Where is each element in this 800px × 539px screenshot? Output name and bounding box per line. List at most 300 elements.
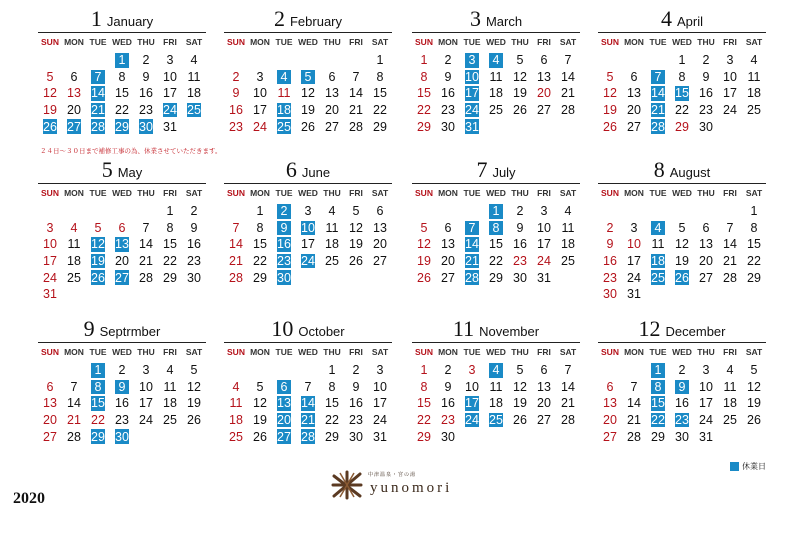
day-cell: 9 [190, 220, 198, 235]
empty-cell [38, 52, 62, 69]
weekday-header [38, 344, 206, 361]
closed-day: 25 [651, 270, 665, 285]
weekday-label: SAT [371, 188, 389, 198]
month-february [224, 8, 392, 135]
day-cell: 5 [94, 220, 102, 235]
day-cell: 26 [187, 413, 201, 428]
day-cell: 12 [603, 86, 617, 101]
day-cell: 25 [163, 413, 177, 428]
day-cell: 21 [229, 254, 243, 269]
weekday-label: FRI [163, 347, 177, 357]
day-cell: 24 [139, 413, 153, 428]
closed-day: 3 [465, 53, 479, 68]
month-number: 10 [271, 316, 294, 341]
closed-day: 4 [651, 221, 665, 236]
weekday-label: MON [64, 347, 84, 357]
weekday-label: WED [672, 347, 692, 357]
empty-cell [110, 203, 134, 220]
day-cell: 10 [253, 86, 267, 101]
closed-day: 26 [675, 270, 689, 285]
weekday-header [224, 344, 392, 361]
day-cell: 23 [229, 119, 243, 134]
day-cell: 14 [229, 237, 243, 252]
empty-cell [134, 203, 158, 220]
day-cell: 6 [606, 379, 614, 394]
weekday-label: MON [624, 347, 644, 357]
day-cell: 23 [441, 103, 455, 118]
month-name: November [479, 324, 540, 339]
day-cell: 19 [43, 103, 57, 118]
day-grid [38, 52, 206, 135]
day-cell: 2 [678, 363, 686, 378]
day-cell: 2 [516, 204, 524, 219]
closed-day: 20 [277, 413, 291, 428]
closed-day: 28 [465, 270, 479, 285]
day-cell: 29 [651, 429, 665, 444]
day-cell: 22 [373, 103, 387, 118]
day-cell: 13 [325, 86, 339, 101]
empty-cell [62, 52, 86, 69]
day-cell: 3 [726, 53, 734, 68]
day-cell: 19 [747, 396, 761, 411]
weekday-label: MON [64, 37, 84, 47]
day-cell: 16 [603, 254, 617, 269]
closed-day: 23 [277, 254, 291, 269]
day-cell: 12 [349, 220, 363, 235]
weekday-label: MON [438, 188, 458, 198]
weekday-header [38, 185, 206, 202]
day-cell: 10 [723, 69, 737, 84]
day-cell: 13 [627, 86, 641, 101]
day-cell: 6 [70, 69, 78, 84]
weekday-label: FRI [349, 188, 363, 198]
day-cell: 3 [540, 204, 548, 219]
day-cell: 13 [67, 86, 81, 101]
day-cell: 15 [253, 237, 267, 252]
month-name: August [669, 165, 711, 180]
closed-day: 19 [91, 254, 105, 269]
month-number: 5 [101, 157, 113, 182]
day-cell: 22 [675, 103, 689, 118]
day-cell: 27 [325, 119, 339, 134]
closed-day: 27 [115, 270, 129, 285]
closed-day: 29 [91, 429, 105, 444]
day-cell: 6 [702, 220, 710, 235]
day-cell: 24 [373, 413, 387, 428]
month-header [598, 159, 766, 184]
closed-day: 16 [277, 237, 291, 252]
day-cell: 14 [139, 237, 153, 252]
weekday-label: THU [511, 347, 529, 357]
day-cell: 2 [232, 69, 240, 84]
month-name: May [117, 165, 143, 180]
empty-cell [460, 203, 484, 220]
weekday-label: FRI [537, 37, 551, 47]
weekday-label: SAT [371, 37, 389, 47]
logo-subtitle: 中津温泉・宮の湯 [368, 472, 417, 478]
day-cell: 23 [513, 254, 527, 269]
weekday-label: FRI [723, 37, 737, 47]
day-cell: 12 [513, 69, 527, 84]
closed-day: 21 [465, 254, 479, 269]
weekday-label: TUE [463, 347, 481, 357]
month-name: December [665, 324, 726, 339]
day-cell: 3 [702, 363, 710, 378]
weekday-label: THU [511, 37, 529, 47]
closed-day: 26 [91, 270, 105, 285]
day-cell: 7 [726, 220, 734, 235]
weekday-label: SAT [745, 37, 763, 47]
day-cell: 29 [417, 429, 431, 444]
day-cell: 21 [723, 254, 737, 269]
month-header [412, 159, 580, 184]
day-cell: 8 [118, 69, 126, 84]
empty-cell [38, 203, 62, 220]
day-cell: 28 [139, 270, 153, 285]
year-label: 2020 [13, 490, 45, 507]
day-cell: 14 [561, 69, 575, 84]
closed-day: 24 [465, 103, 479, 118]
day-grid [224, 52, 392, 135]
day-cell: 10 [43, 237, 57, 252]
closed-day: 8 [651, 380, 665, 395]
closed-day: 4 [489, 53, 503, 68]
weekday-label: FRI [349, 347, 363, 357]
weekday-label: SUN [41, 37, 59, 47]
day-cell: 30 [603, 287, 617, 302]
woven-basket-logo-icon [330, 470, 364, 500]
day-cell: 21 [627, 413, 641, 428]
day-cell: 10 [163, 69, 177, 84]
day-cell: 19 [603, 103, 617, 118]
closed-day: 10 [301, 220, 315, 235]
day-cell: 30 [441, 119, 455, 134]
closed-day: 23 [675, 413, 689, 428]
day-cell: 5 [190, 363, 198, 378]
closed-day: 14 [465, 237, 479, 252]
weekday-label: TUE [649, 188, 667, 198]
day-cell: 12 [43, 86, 57, 101]
weekday-header [224, 34, 392, 51]
day-cell: 3 [376, 363, 384, 378]
weekday-label: SAT [745, 347, 763, 357]
day-cell: 28 [561, 103, 575, 118]
day-cell: 16 [699, 86, 713, 101]
day-cell: 1 [678, 53, 686, 68]
day-cell: 11 [561, 220, 575, 235]
day-cell: 20 [537, 86, 551, 101]
day-cell: 9 [606, 237, 614, 252]
day-cell: 7 [232, 220, 240, 235]
closed-day: 21 [301, 413, 315, 428]
empty-cell [622, 362, 646, 379]
day-cell: 16 [187, 237, 201, 252]
day-cell: 20 [537, 396, 551, 411]
day-cell: 3 [468, 363, 476, 378]
day-cell: 25 [325, 254, 339, 269]
day-cell: 3 [256, 69, 264, 84]
empty-cell [296, 52, 320, 69]
day-cell: 27 [537, 413, 551, 428]
day-cell: 6 [328, 69, 336, 84]
day-cell: 18 [489, 396, 503, 411]
day-cell: 7 [630, 379, 638, 394]
month-number: 2 [273, 6, 285, 31]
day-grid [38, 203, 206, 303]
day-cell: 2 [118, 363, 126, 378]
day-cell: 20 [603, 413, 617, 428]
weekday-label: TUE [463, 37, 481, 47]
month-name: February [289, 14, 343, 29]
day-cell: 19 [513, 396, 527, 411]
day-cell: 11 [489, 69, 503, 84]
day-cell: 22 [747, 254, 761, 269]
day-cell: 1 [328, 363, 336, 378]
day-cell: 31 [699, 429, 713, 444]
closed-day: 28 [651, 119, 665, 134]
weekday-label: SAT [559, 37, 577, 47]
day-cell: 15 [115, 86, 129, 101]
day-cell: 4 [166, 363, 174, 378]
month-header [412, 8, 580, 33]
day-cell: 30 [441, 429, 455, 444]
month-header [38, 318, 206, 343]
day-cell: 11 [325, 220, 339, 235]
weekday-label: SAT [185, 188, 203, 198]
day-cell: 24 [537, 254, 551, 269]
empty-cell [248, 362, 272, 379]
day-cell: 21 [139, 254, 153, 269]
day-cell: 31 [43, 287, 57, 302]
day-cell: 1 [420, 53, 428, 68]
month-header [224, 318, 392, 343]
weekday-label: SUN [227, 188, 245, 198]
day-cell: 7 [70, 379, 78, 394]
day-cell: 25 [747, 103, 761, 118]
day-cell: 18 [67, 254, 81, 269]
day-cell: 23 [187, 254, 201, 269]
weekday-label: SUN [601, 188, 619, 198]
day-cell: 2 [142, 53, 150, 68]
day-cell: 24 [43, 270, 57, 285]
month-name: October [298, 324, 345, 339]
day-cell: 1 [376, 53, 384, 68]
weekday-label: FRI [723, 347, 737, 357]
empty-cell [224, 362, 248, 379]
weekday-label: WED [112, 37, 132, 47]
day-cell: 18 [187, 86, 201, 101]
day-cell: 27 [373, 254, 387, 269]
weekday-label: TUE [463, 188, 481, 198]
day-cell: 13 [537, 379, 551, 394]
closed-day: 22 [651, 413, 665, 428]
day-cell: 26 [513, 103, 527, 118]
day-cell: 15 [489, 237, 503, 252]
day-cell: 30 [187, 270, 201, 285]
day-cell: 10 [537, 220, 551, 235]
day-cell: 20 [43, 413, 57, 428]
month-header [224, 159, 392, 184]
day-cell: 28 [67, 429, 81, 444]
day-cell: 24 [699, 413, 713, 428]
day-cell: 22 [489, 254, 503, 269]
day-cell: 4 [564, 204, 572, 219]
logo-wordmark: yunomori [370, 479, 453, 496]
weekday-label: SAT [559, 188, 577, 198]
month-december [598, 318, 766, 445]
day-cell: 26 [747, 413, 761, 428]
day-cell: 2 [702, 53, 710, 68]
day-cell: 12 [187, 379, 201, 394]
day-cell: 24 [627, 270, 641, 285]
day-cell: 27 [603, 429, 617, 444]
day-cell: 25 [489, 103, 503, 118]
empty-cell [694, 203, 718, 220]
day-cell: 8 [376, 69, 384, 84]
day-cell: 4 [70, 220, 78, 235]
weekday-label: SUN [227, 347, 245, 357]
weekday-label: WED [112, 347, 132, 357]
weekday-label: WED [298, 188, 318, 198]
day-cell: 22 [325, 413, 339, 428]
closed-day: 25 [489, 413, 503, 428]
day-cell: 10 [465, 379, 479, 394]
day-cell: 31 [163, 119, 177, 134]
empty-cell [296, 362, 320, 379]
month-header [38, 8, 206, 33]
day-cell: 28 [349, 119, 363, 134]
closed-day: 9 [675, 380, 689, 395]
closed-day: 9 [277, 221, 291, 236]
weekday-label: THU [137, 37, 155, 47]
closed-day: 31 [465, 119, 479, 134]
day-cell: 19 [301, 103, 315, 118]
day-cell: 8 [678, 69, 686, 84]
month-name: July [492, 165, 516, 180]
day-cell: 5 [420, 220, 428, 235]
brand-logo [330, 470, 452, 500]
day-cell: 17 [723, 86, 737, 101]
closed-day: 5 [301, 70, 315, 85]
day-cell: 14 [349, 86, 363, 101]
weekday-label: FRI [349, 37, 363, 47]
empty-cell [38, 362, 62, 379]
weekday-label: SAT [559, 347, 577, 357]
weekday-label: MON [624, 188, 644, 198]
closed-day: 6 [277, 380, 291, 395]
day-cell: 15 [163, 237, 177, 252]
day-cell: 18 [325, 237, 339, 252]
month-header [412, 318, 580, 343]
day-cell: 29 [373, 119, 387, 134]
day-cell: 26 [301, 119, 315, 134]
day-cell: 6 [540, 53, 548, 68]
day-cell: 2 [606, 220, 614, 235]
empty-cell [646, 203, 670, 220]
closed-day: 27 [277, 429, 291, 444]
weekday-label: MON [250, 37, 270, 47]
day-cell: 13 [603, 396, 617, 411]
weekday-label: SUN [227, 37, 245, 47]
month-july [412, 159, 580, 286]
day-cell: 11 [229, 396, 243, 411]
day-grid [412, 362, 580, 445]
day-cell: 16 [115, 396, 129, 411]
month-header [224, 8, 392, 33]
empty-cell [622, 203, 646, 220]
day-cell: 22 [253, 254, 267, 269]
day-cell: 14 [561, 379, 575, 394]
month-septrmber [38, 318, 206, 445]
closed-day: 15 [651, 396, 665, 411]
day-cell: 26 [253, 429, 267, 444]
day-cell: 25 [723, 413, 737, 428]
closed-day: 25 [187, 103, 201, 118]
weekday-label: WED [298, 347, 318, 357]
weekday-label: SAT [185, 347, 203, 357]
month-name: Septrmber [99, 324, 161, 339]
empty-cell [86, 52, 110, 69]
closed-day: 8 [91, 380, 105, 395]
month-number: 3 [469, 6, 481, 31]
day-cell: 18 [723, 396, 737, 411]
day-cell: 15 [325, 396, 339, 411]
day-cell: 8 [328, 379, 336, 394]
day-cell: 31 [537, 270, 551, 285]
day-cell: 5 [678, 220, 686, 235]
day-cell: 3 [630, 220, 638, 235]
weekday-label: TUE [649, 347, 667, 357]
day-cell: 11 [163, 379, 177, 394]
closed-day: 15 [91, 396, 105, 411]
closed-day: 24 [301, 254, 315, 269]
day-cell: 9 [702, 69, 710, 84]
day-grid [412, 52, 580, 135]
day-cell: 12 [675, 237, 689, 252]
weekday-label: FRI [163, 37, 177, 47]
weekday-label: WED [486, 188, 506, 198]
day-cell: 27 [699, 270, 713, 285]
empty-cell [224, 52, 248, 69]
day-cell: 1 [750, 204, 758, 219]
closed-day: 30 [115, 429, 129, 444]
day-cell: 24 [723, 103, 737, 118]
day-cell: 18 [747, 86, 761, 101]
day-grid [598, 52, 766, 135]
day-cell: 4 [726, 363, 734, 378]
empty-cell [670, 203, 694, 220]
closed-day: 27 [67, 119, 81, 134]
closed-day: 4 [277, 70, 291, 85]
day-cell: 11 [723, 379, 737, 394]
day-cell: 6 [630, 69, 638, 84]
day-cell: 23 [139, 103, 153, 118]
closed-day: 26 [43, 119, 57, 134]
weekday-label: SAT [185, 37, 203, 47]
weekday-label: FRI [163, 188, 177, 198]
day-cell: 5 [750, 363, 758, 378]
day-cell: 19 [349, 237, 363, 252]
closed-day: 2 [277, 204, 291, 219]
day-cell: 13 [537, 69, 551, 84]
day-cell: 29 [417, 119, 431, 134]
weekday-label: SUN [415, 37, 433, 47]
empty-cell [436, 203, 460, 220]
day-cell: 22 [91, 413, 105, 428]
empty-cell [62, 362, 86, 379]
weekday-header [224, 185, 392, 202]
day-cell: 6 [376, 204, 384, 219]
